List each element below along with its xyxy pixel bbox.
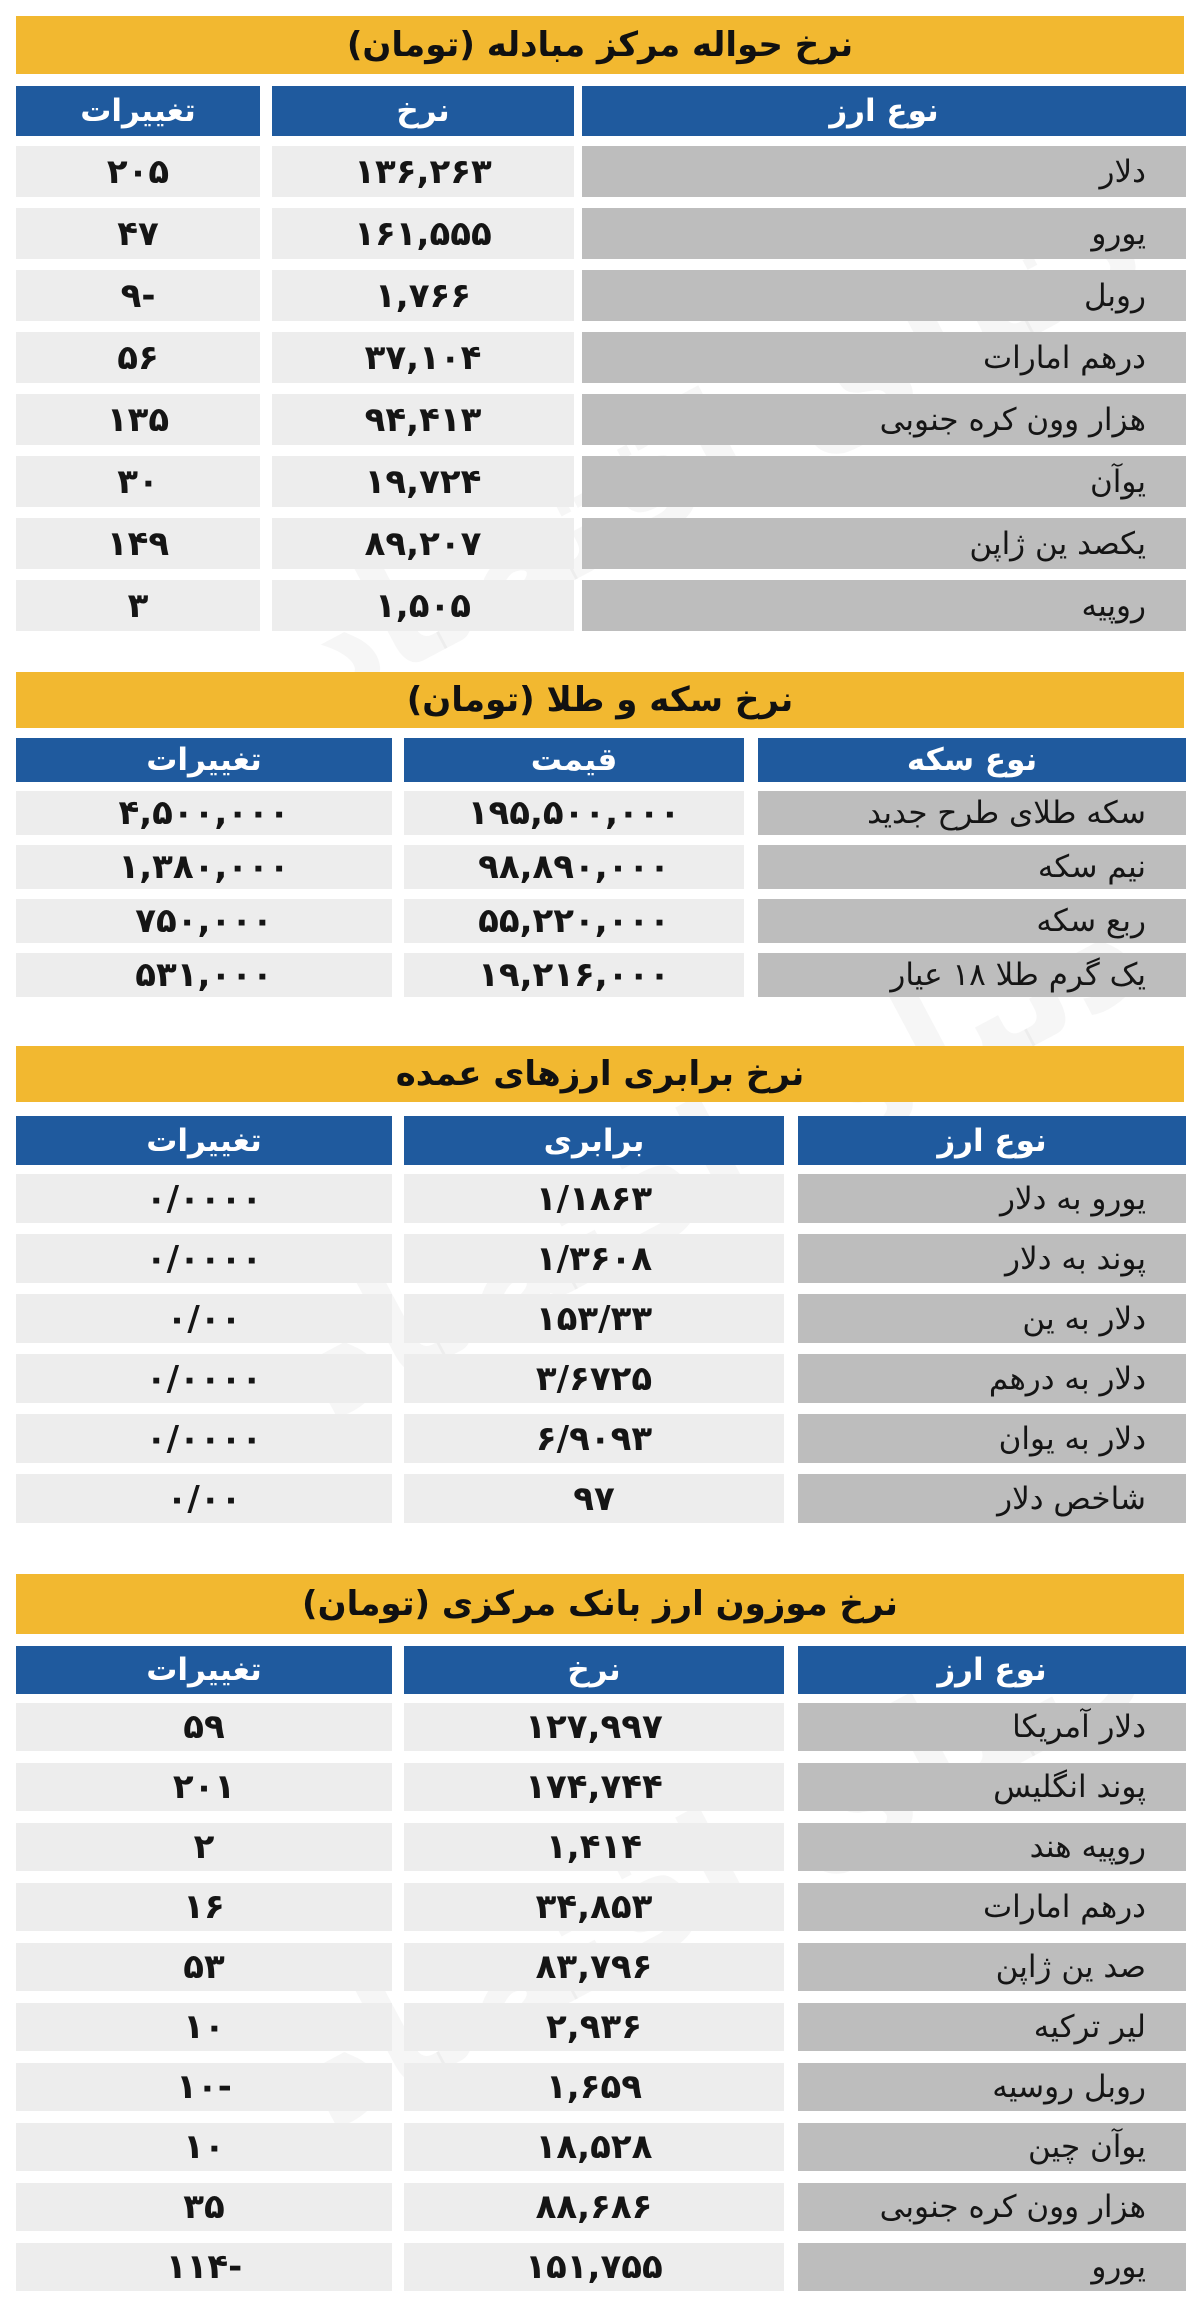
- currency-name-cell: دلار آمریکا: [798, 1703, 1186, 1751]
- column-header-change: تغییرات: [16, 1116, 392, 1165]
- currency-name-cell: یکصد ین ژاپن: [582, 518, 1186, 569]
- rate-cell: ۲,۹۳۶: [404, 2003, 784, 2051]
- currency-name-cell: دلار به یوان: [798, 1414, 1186, 1463]
- rate-cell: ۱,۶۵۹: [404, 2063, 784, 2111]
- rate-cell: ۱۹۵,۵۰۰,۰۰۰: [404, 791, 744, 835]
- column-header-type: نوع ارز: [582, 86, 1186, 136]
- rate-cell: ۱۵۳/۳۳: [404, 1294, 784, 1343]
- change-cell: ۲۰۱: [16, 1763, 392, 1811]
- rate-cell: ۱,۷۶۶: [272, 270, 574, 321]
- rate-cell: ۳/۶۷۲۵: [404, 1354, 784, 1403]
- rate-cell: ۱/۱۸۶۳: [404, 1174, 784, 1223]
- column-header-rate: قیمت: [404, 738, 744, 782]
- rate-cell: ۶/۹۰۹۳: [404, 1414, 784, 1463]
- rate-cell: ۱۹,۷۲۴: [272, 456, 574, 507]
- rate-cell: ۱۲۷,۹۹۷: [404, 1703, 784, 1751]
- currency-name-cell: صد ین ژاپن: [798, 1943, 1186, 1991]
- column-header-type: نوع ارز: [798, 1646, 1186, 1694]
- rate-cell: ۳۷,۱۰۴: [272, 332, 574, 383]
- rate-cell: ۹۴,۴۱۳: [272, 394, 574, 445]
- currency-name-cell: روبل: [582, 270, 1186, 321]
- change-cell: ۳۰: [16, 456, 260, 507]
- change-cell: ۱۶: [16, 1883, 392, 1931]
- currency-name-cell: یک گرم طلا ۱۸ عیار: [758, 953, 1186, 997]
- currency-name-cell: دلار به ین: [798, 1294, 1186, 1343]
- change-cell: ۰/۰۰۰۰: [16, 1174, 392, 1223]
- column-header-rate: نرخ: [404, 1646, 784, 1694]
- change-cell: ۵۹: [16, 1703, 392, 1751]
- rate-cell: ۱۷۴,۷۴۴: [404, 1763, 784, 1811]
- rate-cell: ۸۹,۲۰۷: [272, 518, 574, 569]
- currency-name-cell: لیر ترکیه: [798, 2003, 1186, 2051]
- rate-cell: ۱۶۱,۵۵۵: [272, 208, 574, 259]
- change-cell: ۱۰: [16, 2003, 392, 2051]
- column-header-type: نوع سکه: [758, 738, 1186, 782]
- table-title: نرخ سکه و طلا (تومان): [16, 672, 1184, 728]
- currency-name-cell: دلار: [582, 146, 1186, 197]
- currency-name-cell: دلار به درهم: [798, 1354, 1186, 1403]
- change-cell: ۰/۰۰: [16, 1474, 392, 1523]
- change-cell: ۰/۰۰۰۰: [16, 1234, 392, 1283]
- change-cell: -۱۰: [16, 2063, 392, 2111]
- change-cell: -۱۱۴: [16, 2243, 392, 2291]
- currency-name-cell: یورو به دلار: [798, 1174, 1186, 1223]
- rate-cell: ۸۸,۶۸۶: [404, 2183, 784, 2231]
- table-title: نرخ موزون ارز بانک مرکزی (تومان): [16, 1574, 1184, 1634]
- currency-name-cell: ربع سکه: [758, 899, 1186, 943]
- currency-name-cell: روپیه: [582, 580, 1186, 631]
- currency-name-cell: درهم امارات: [798, 1883, 1186, 1931]
- rate-cell: ۱/۳۶۰۸: [404, 1234, 784, 1283]
- change-cell: ۰/۰۰۰۰: [16, 1414, 392, 1463]
- column-header-rate: برابری: [404, 1116, 784, 1165]
- change-cell: ۴,۵۰۰,۰۰۰: [16, 791, 392, 835]
- rate-cell: ۹۷: [404, 1474, 784, 1523]
- change-cell: ۱۳۵: [16, 394, 260, 445]
- currency-name-cell: روبل روسیه: [798, 2063, 1186, 2111]
- rate-cell: ۸۳,۷۹۶: [404, 1943, 784, 1991]
- rate-cell: ۹۸,۸۹۰,۰۰۰: [404, 845, 744, 889]
- change-cell: ۵۶: [16, 332, 260, 383]
- change-cell: ۲۰۵: [16, 146, 260, 197]
- column-header-rate: نرخ: [272, 86, 574, 136]
- change-cell: ۴۷: [16, 208, 260, 259]
- rate-cell: ۱۳۶,۲۶۳: [272, 146, 574, 197]
- currency-name-cell: یوآن چین: [798, 2123, 1186, 2171]
- currency-name-cell: پوند انگلیس: [798, 1763, 1186, 1811]
- currency-name-cell: یورو: [798, 2243, 1186, 2291]
- currency-name-cell: هزار وون کره جنوبی: [582, 394, 1186, 445]
- change-cell: ۱۰: [16, 2123, 392, 2171]
- column-header-change: تغییرات: [16, 86, 260, 136]
- currency-name-cell: نیم سکه: [758, 845, 1186, 889]
- column-header-type: نوع ارز: [798, 1116, 1186, 1165]
- currency-name-cell: یورو: [582, 208, 1186, 259]
- change-cell: ۵۳۱,۰۰۰: [16, 953, 392, 997]
- table-title: نرخ برابری ارزهای عمده: [16, 1046, 1184, 1102]
- change-cell: ۳: [16, 580, 260, 631]
- rate-cell: ۱,۴۱۴: [404, 1823, 784, 1871]
- currency-name-cell: یوآن: [582, 456, 1186, 507]
- change-cell: ۰/۰۰۰۰: [16, 1354, 392, 1403]
- rate-cell: ۱۸,۵۲۸: [404, 2123, 784, 2171]
- currency-name-cell: پوند به دلار: [798, 1234, 1186, 1283]
- column-header-change: تغییرات: [16, 738, 392, 782]
- currency-name-cell: شاخص دلار: [798, 1474, 1186, 1523]
- change-cell: ۳۵: [16, 2183, 392, 2231]
- change-cell: ۱,۳۸۰,۰۰۰: [16, 845, 392, 889]
- column-header-change: تغییرات: [16, 1646, 392, 1694]
- rate-cell: ۵۵,۲۲۰,۰۰۰: [404, 899, 744, 943]
- currency-name-cell: هزار وون کره جنوبی: [798, 2183, 1186, 2231]
- rate-cell: ۱۵۱,۷۵۵: [404, 2243, 784, 2291]
- currency-name-cell: روپیه هند: [798, 1823, 1186, 1871]
- change-cell: ۲: [16, 1823, 392, 1871]
- change-cell: -۹: [16, 270, 260, 321]
- change-cell: ۰/۰۰: [16, 1294, 392, 1343]
- rate-cell: ۱۹,۲۱۶,۰۰۰: [404, 953, 744, 997]
- rate-cell: ۱,۵۰۵: [272, 580, 574, 631]
- change-cell: ۱۴۹: [16, 518, 260, 569]
- rate-cell: ۳۴,۸۵۳: [404, 1883, 784, 1931]
- table-title: نرخ حواله مرکز مبادله (تومان): [16, 16, 1184, 74]
- currency-name-cell: درهم امارات: [582, 332, 1186, 383]
- change-cell: ۵۳: [16, 1943, 392, 1991]
- currency-name-cell: سکه طلای طرح جدید: [758, 791, 1186, 835]
- change-cell: ۷۵۰,۰۰۰: [16, 899, 392, 943]
